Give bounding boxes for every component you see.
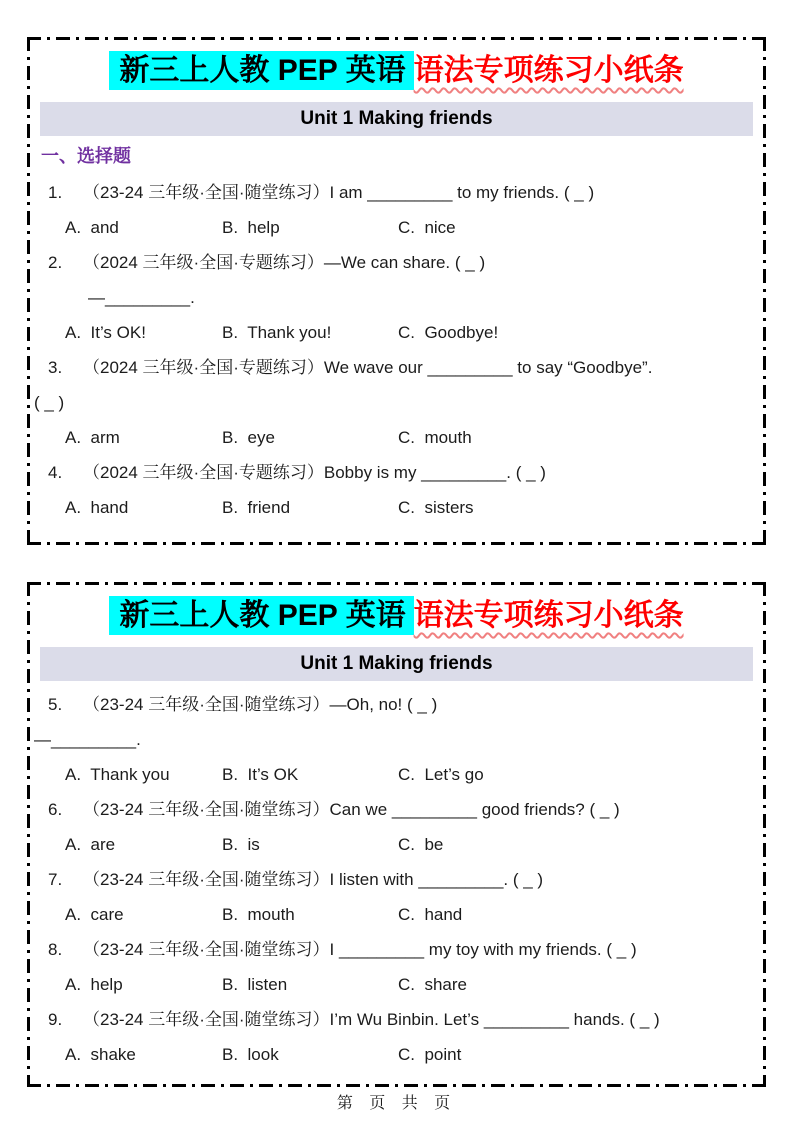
option-b: B. friend	[222, 497, 291, 517]
question-text: （23-24 三年级·全国·随堂练习）I am _________ to my friends. ( _ )	[83, 182, 595, 202]
card-border-right	[763, 582, 766, 1087]
card-border-right	[763, 37, 766, 545]
question-8-options	[27, 967, 766, 1002]
question-number: 1.	[48, 182, 63, 202]
option-c: C. Let’s go	[398, 764, 484, 784]
option-a: A. and	[65, 217, 119, 237]
question-3-stem	[27, 350, 766, 385]
title-highlight: 新三上人教 PEP 英语	[109, 596, 413, 635]
question-5-stem	[27, 687, 766, 722]
question-number: 2.	[48, 252, 63, 272]
option-b: B. is	[222, 834, 260, 854]
section-heading: 一、选择题	[41, 145, 131, 166]
question-3-options	[27, 420, 766, 455]
question-5-continuation: —_________.	[34, 729, 141, 749]
option-a: A. help	[65, 974, 123, 994]
question-2-stem	[27, 245, 766, 280]
question-1-stem	[27, 175, 766, 210]
question-text: （2024 三年级·全国·专题练习）We wave our _________ to say “Goodbye”.	[83, 357, 653, 377]
question-text: （23-24 三年级·全国·随堂练习）—Oh, no! ( _ )	[83, 694, 438, 714]
option-b: B. look	[222, 1044, 279, 1064]
option-a: A. It’s OK!	[65, 322, 146, 342]
option-a: A. Thank you	[65, 764, 170, 784]
question-6-stem	[27, 792, 766, 827]
worksheet-card-1	[27, 37, 766, 545]
option-b: B. eye	[222, 427, 275, 447]
unit-banner: Unit 1 Making friends	[40, 102, 753, 136]
unit-banner: Unit 1 Making friends	[40, 647, 753, 681]
question-5-options	[27, 757, 766, 792]
question-4-options	[27, 490, 766, 525]
card-border-top	[27, 582, 766, 585]
option-c: C. point	[398, 1044, 462, 1064]
option-c: C. be	[398, 834, 444, 854]
option-c: C. sisters	[398, 497, 474, 517]
title-red: 语法专项练习小纸条	[413, 54, 684, 87]
question-7-stem	[27, 862, 766, 897]
option-a: A. hand	[65, 497, 129, 517]
option-b: B. mouth	[222, 904, 295, 924]
question-text: （23-24 三年级·全国·随堂练习）Can we _________ good friends? ( _ )	[83, 799, 620, 819]
question-text: （2024 三年级·全国·专题练习）—We can share. ( _ )	[83, 252, 486, 272]
card-border-top	[27, 37, 766, 40]
option-b: B. Thank you!	[222, 322, 332, 342]
question-number: 6.	[48, 799, 63, 819]
question-2-continuation: —_________.	[88, 287, 195, 307]
option-a: A. are	[65, 834, 116, 854]
question-number: 4.	[48, 462, 63, 482]
question-number: 8.	[48, 939, 63, 959]
option-a: A. care	[65, 904, 124, 924]
title-red: 语法专项练习小纸条	[413, 599, 684, 632]
question-number: 3.	[48, 357, 63, 377]
page-title	[27, 593, 766, 640]
question-number: 7.	[48, 869, 63, 889]
question-number: 9.	[48, 1009, 63, 1029]
option-c: C. hand	[398, 904, 463, 924]
title-highlight: 新三上人教 PEP 英语	[109, 51, 413, 90]
question-text: （2024 三年级·全国·专题练习）Bobby is my _________. ( _ )	[83, 462, 546, 482]
question-3-continuation: ( _ )	[34, 392, 65, 412]
option-a: A. shake	[65, 1044, 136, 1064]
question-text: （23-24 三年级·全国·随堂练习）I _________ my toy with my friends. ( _ )	[83, 939, 637, 959]
question-1-options	[27, 210, 766, 245]
question-9-stem	[27, 1002, 766, 1037]
question-text: （23-24 三年级·全国·随堂练习）I’m Wu Binbin. Let’s _________ hands. ( _ )	[83, 1009, 660, 1029]
card-border-left	[27, 37, 30, 545]
question-text: （23-24 三年级·全国·随堂练习）I listen with _________. ( _ )	[83, 869, 544, 889]
option-c: C. share	[398, 974, 467, 994]
page-title	[27, 48, 766, 95]
card-border-bottom	[27, 1084, 766, 1087]
question-list-1	[27, 175, 766, 525]
option-c: C. nice	[398, 217, 456, 237]
question-2-options	[27, 315, 766, 350]
question-7-options	[27, 897, 766, 932]
option-c: C. mouth	[398, 427, 472, 447]
option-b: B. listen	[222, 974, 288, 994]
question-list-2	[27, 687, 766, 1072]
option-b: B. It’s OK	[222, 764, 299, 784]
option-a: A. arm	[65, 427, 120, 447]
question-number: 5.	[48, 694, 63, 714]
question-9-options	[27, 1037, 766, 1072]
question-8-stem	[27, 932, 766, 967]
question-6-options	[27, 827, 766, 862]
page-footer-label: 第 页 共 页	[336, 1095, 457, 1112]
card-border-left	[27, 582, 30, 1087]
question-4-stem	[27, 455, 766, 490]
worksheet-card-2	[27, 582, 766, 1087]
option-c: C. Goodbye!	[398, 322, 499, 342]
card-border-bottom	[27, 542, 766, 545]
option-b: B. help	[222, 217, 280, 237]
